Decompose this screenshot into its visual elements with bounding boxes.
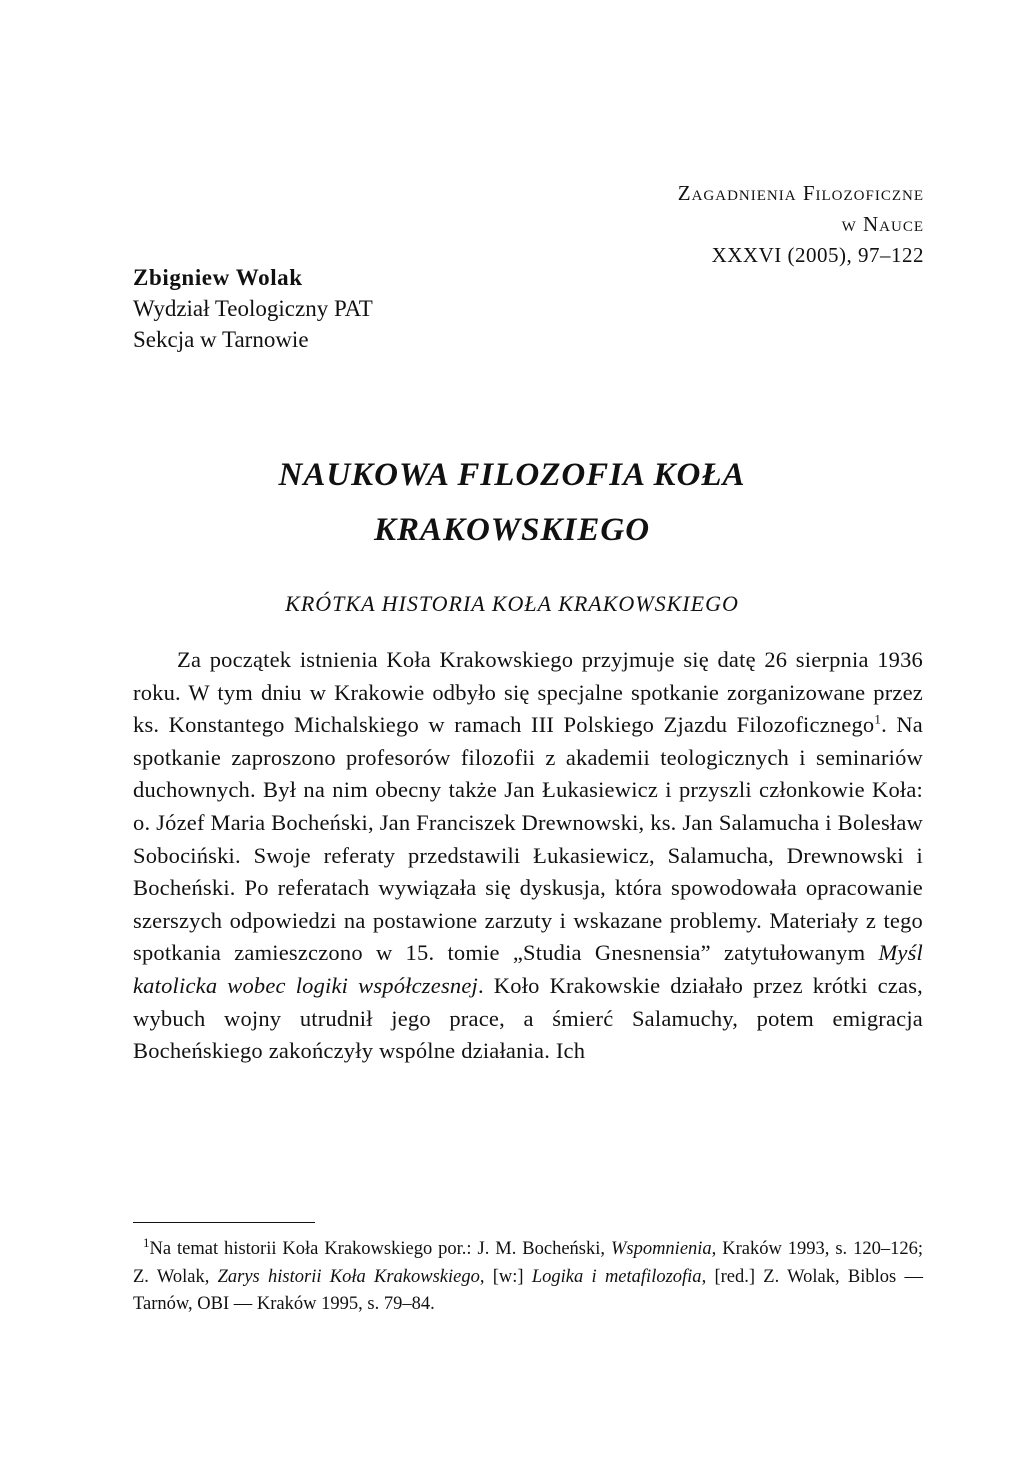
article-title-line2: KRAKOWSKIEGO xyxy=(373,512,651,548)
footnote-number: 1 xyxy=(143,1234,150,1250)
footnote-segment: , [red.] Z. Wolak, Biblos — Tarnów, OBI — Kraków 1995, s. 79–84. xyxy=(133,1266,923,1314)
author-name: Zbigniew Wolak xyxy=(133,265,303,290)
section-heading: KRÓTKA HISTORIA KOŁA KRAKOWSKIEGO xyxy=(285,591,739,616)
paragraph xyxy=(133,644,923,1068)
footnote-segment: , [w:] xyxy=(479,1266,532,1287)
footnote-segment: Na temat historii Koła Krakowskiego por.: J. M. Bocheński, xyxy=(149,1239,611,1259)
author-affiliation-section: Sekcja w Tarnowie xyxy=(133,327,309,352)
journal-header xyxy=(678,178,924,271)
journal-volume: XXXVI (2005), 97–122 xyxy=(711,243,924,267)
footnote-book-title: Zarys historii Koła Krakowskiego xyxy=(217,1266,480,1287)
journal-title: Zagadnienia Filozoficzne xyxy=(677,181,924,205)
article-title-line1: NAUKOWA FILOZOFIA KOŁA xyxy=(278,457,746,493)
footnote-divider xyxy=(133,1222,315,1223)
footnote-segment: , Kraków 1993, s. 120–126; Z. Wolak, xyxy=(133,1239,923,1287)
author-affiliation: Wydział Teologiczny PAT xyxy=(133,296,373,321)
body-text xyxy=(133,644,923,1068)
paragraph-text: Za początek istnienia Koła Krakowskiego przyjmuje się datę 26 sierpnia 1936 roku. W tym dniu w Krakowie odbyło się specjalne spotkanie zorganizowane przez ks. Konstantego Michalskiego w ramach III Polskiego Zjazdu Filozoficznego xyxy=(133,647,923,738)
footnote xyxy=(133,1236,923,1319)
author-block xyxy=(133,262,373,355)
footnote-book-title: Wspomnienia xyxy=(610,1239,712,1259)
footnote-book-title: Logika i metafilozofia xyxy=(531,1266,702,1287)
footnote-text xyxy=(133,1236,923,1319)
paragraph-text: . Koło Krakowskie działało przez krótki czas, wybuch wojny utrudnił jego prace, a śmierć Salamuchy, potem emigracja Bocheńskiego zakończyły wspólne działania. Ich xyxy=(133,972,923,1064)
footnote-reference[interactable]: 1 xyxy=(874,711,882,727)
paragraph-text: . Na spotkanie zaproszono profesorów filozofii z akademii teologicznych i seminariów duchownych. Był na nim obecny także Jan Łukasiewicz i przyszli członkowie Koła: o. Józef Maria Bocheński, Jan Franciszek Drewnowski, ks. Jan Salamucha i Bolesław Sobociński. Swoje referaty przedstawili Łukasiewicz, Salamucha, Drewnowski i Bocheński. Po referatach wywiązała się dyskusja, która spowodowała opracowanie szerszych odpowiedzi na postawione zarzuty i wskazane problemy. Materiały z tego spotkania zamieszczono w 15. tomie „Studia Gnesnensia” zatytułowanym xyxy=(133,712,923,966)
journal-title-cont: w Nauce xyxy=(841,212,924,236)
book-title: Myśl katolicka wobec logiki współczesnej xyxy=(133,940,923,998)
